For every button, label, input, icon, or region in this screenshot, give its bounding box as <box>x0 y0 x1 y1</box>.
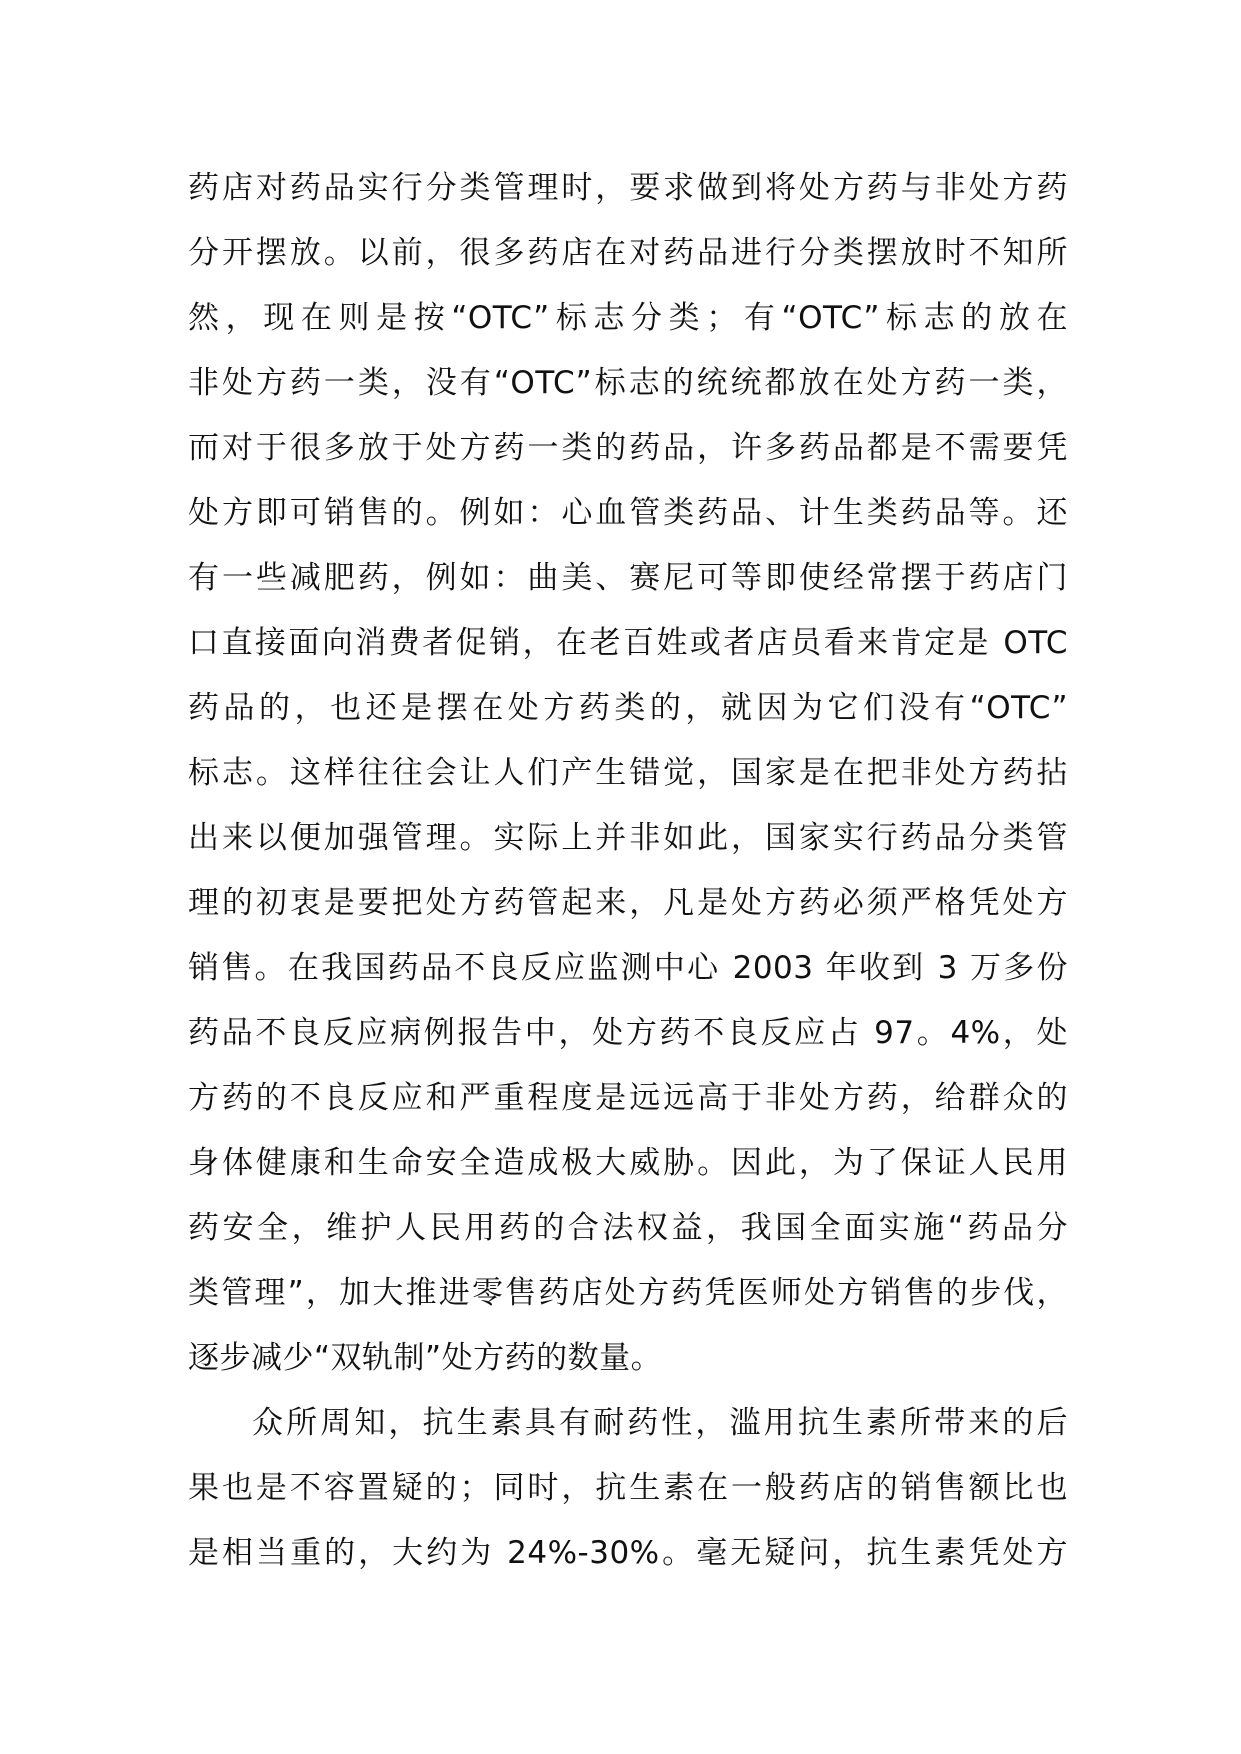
text-line: 分开摆放。以前，很多药店在对药品进行分类摆放时不知所 <box>188 235 1068 271</box>
text-line: 是相当重的，大约为 24%-30%。毫无疑问，抗生素凭处方 <box>188 1535 1068 1571</box>
text-line: 逐步减少“双轨制”处方药的数量。 <box>188 1340 663 1376</box>
text-line: 非处方药一类，没有“OTC”标志的统统都放在处方药一类， <box>188 365 1068 401</box>
text-line: 有一些减肥药，例如：曲美、赛尼可等即使经常摆于药店门 <box>188 560 1068 596</box>
text-line: 方药的不良反应和严重程度是远远高于非处方药，给群众的 <box>188 1080 1068 1116</box>
text-line: 而对于很多放于处方药一类的药品，许多药品都是不需要凭 <box>188 430 1068 466</box>
text-line: 药品不良反应病例报告中，处方药不良反应占 97。4%，处 <box>188 1015 1068 1051</box>
text-line: 口直接面向消费者促销，在老百姓或者店员看来肯定是 OTC <box>188 625 1068 661</box>
text-line: 标志。这样往往会让人们产生错觉，国家是在把非处方药拈 <box>188 755 1068 791</box>
text-line: 药店对药品实行分类管理时，要求做到将处方药与非处方药 <box>188 170 1068 206</box>
text-line: 身体健康和生命安全造成极大威胁。因此，为了保证人民用 <box>188 1145 1068 1181</box>
text-line: 处方即可销售的。例如：心血管类药品、计生类药品等。还 <box>188 495 1068 531</box>
body-text <box>188 156 1068 1586</box>
text-line: 出来以便加强管理。实际上并非如此，国家实行药品分类管 <box>188 820 1068 856</box>
text-line: 理的初衷是要把处方药管起来，凡是处方药必须严格凭处方 <box>188 885 1068 921</box>
text-line: 众所周知，抗生素具有耐药性，滥用抗生素所带来的后 <box>252 1405 1068 1441</box>
text-line: 药安全，维护人民用药的合法权益，我国全面实施“药品分 <box>188 1210 1068 1246</box>
text-line: 果也是不容置疑的；同时，抗生素在一般药店的销售额比也 <box>188 1470 1068 1506</box>
text-line: 药品的，也还是摆在处方药类的，就因为它们没有“OTC” <box>188 690 1068 726</box>
text-line: 然，现在则是按“OTC”标志分类；有“OTC”标志的放在 <box>188 300 1068 336</box>
text-line: 类管理”，加大推进零售药店处方药凭医师处方销售的步伐， <box>188 1275 1068 1311</box>
text-line: 销售。在我国药品不良反应监测中心 2003 年收到 3 万多份 <box>188 950 1068 986</box>
